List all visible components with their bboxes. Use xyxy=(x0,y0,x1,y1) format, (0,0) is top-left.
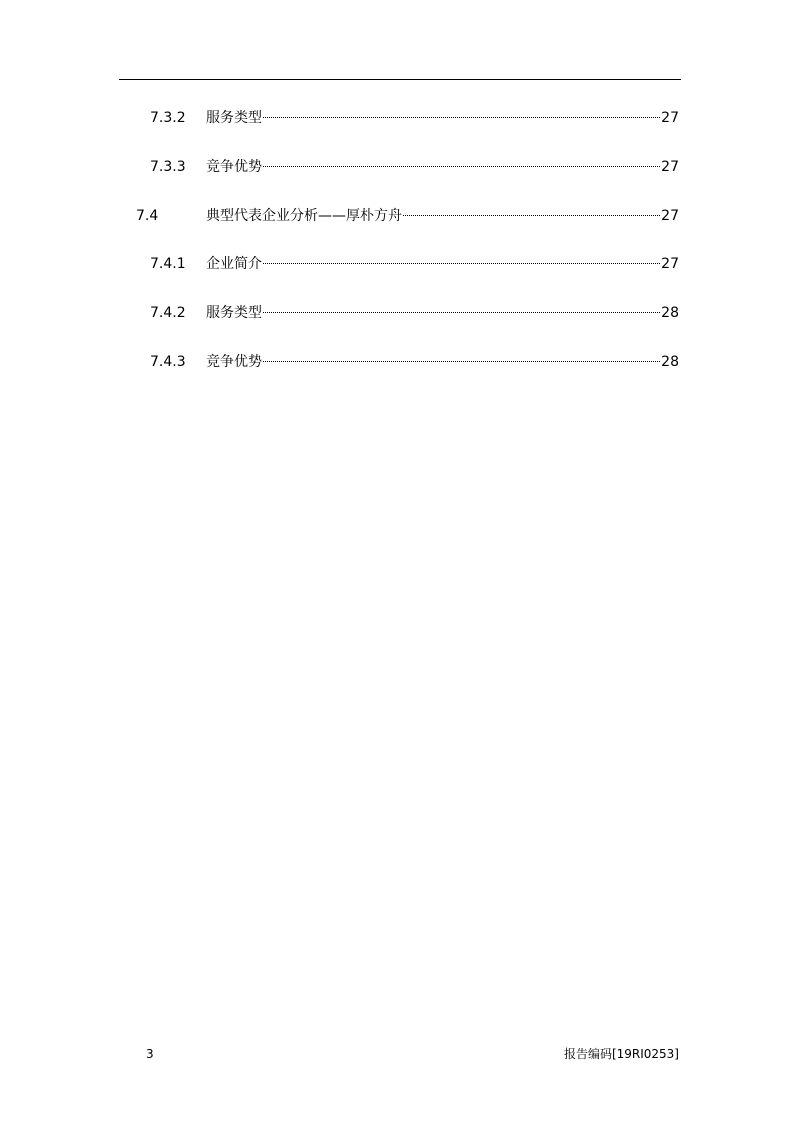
toc-entry-page: 27 xyxy=(661,208,679,224)
toc-entry-title: 竞争优势 xyxy=(206,354,262,370)
toc-dot-leader xyxy=(263,117,660,118)
toc-entry-title: 典型代表企业分析——厚朴方舟 xyxy=(206,208,402,224)
toc-dot-leader xyxy=(263,166,660,167)
toc-entry-page: 27 xyxy=(661,256,679,272)
toc-dot-leader xyxy=(263,312,660,313)
toc-entry-number: 7.3.2 xyxy=(150,110,186,126)
toc-entry[interactable] xyxy=(0,107,800,129)
toc-dot-leader xyxy=(403,215,660,216)
toc-entry-page: 27 xyxy=(661,110,679,126)
toc-entry-title: 竞争优势 xyxy=(206,159,262,175)
header-divider xyxy=(119,79,681,80)
toc-entry-title: 服务类型 xyxy=(206,305,262,321)
toc-dot-leader xyxy=(263,263,660,264)
toc-entry-title: 企业简介 xyxy=(206,256,262,272)
toc-entry[interactable] xyxy=(0,253,800,275)
footer-page-number: 3 xyxy=(146,1047,154,1061)
toc-entry[interactable] xyxy=(0,156,800,178)
toc-entry[interactable] xyxy=(0,205,800,227)
toc-entry[interactable] xyxy=(0,351,800,373)
toc-entry-number: 7.4 xyxy=(136,208,159,224)
toc-entry-number: 7.3.3 xyxy=(150,159,186,175)
toc-entry-page: 27 xyxy=(661,159,679,175)
toc-dot-leader xyxy=(263,361,660,362)
toc-entry-title: 服务类型 xyxy=(206,110,262,126)
toc-entry-number: 7.4.1 xyxy=(150,256,186,272)
toc-entry-page: 28 xyxy=(661,305,679,321)
toc-entry[interactable] xyxy=(0,302,800,324)
toc-entry-number: 7.4.2 xyxy=(150,305,186,321)
toc-entry-page: 28 xyxy=(661,354,679,370)
footer-report-code: 报告编码[19RI0253] xyxy=(563,1047,679,1061)
toc-entry-number: 7.4.3 xyxy=(150,354,186,370)
